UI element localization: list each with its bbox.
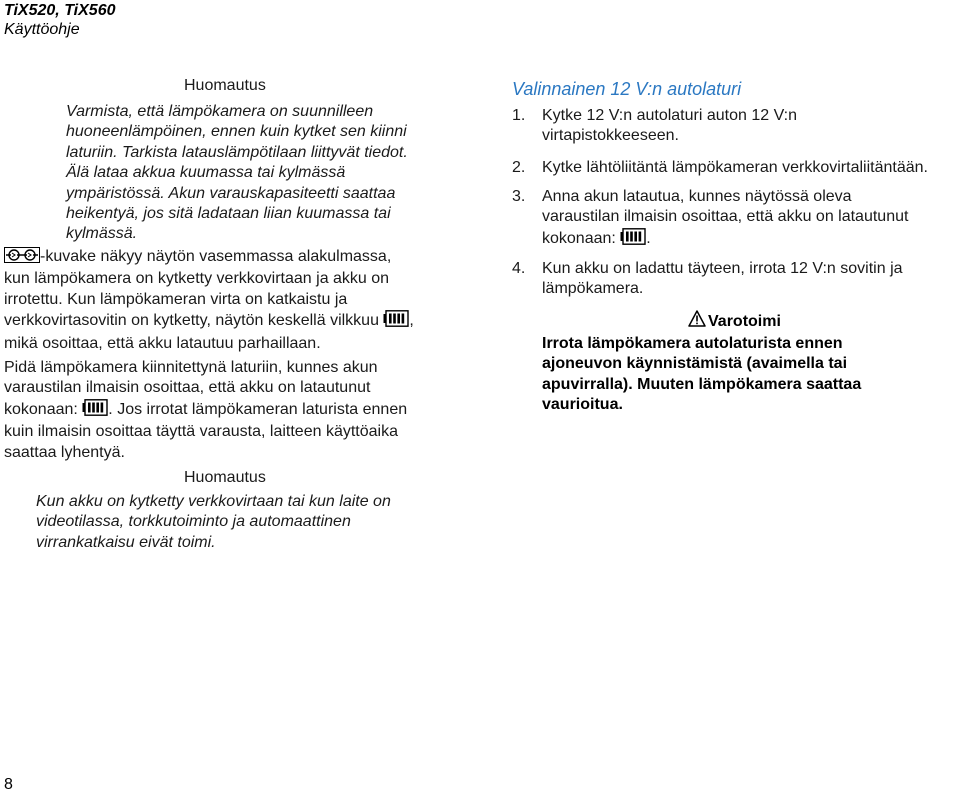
note1-line: heikentyä, jos sitä ladataan liian kuumassa tai xyxy=(66,205,391,223)
step-line: Anna akun latautua, kunnes näytössä oleva xyxy=(542,188,852,205)
caution-heading xyxy=(688,310,781,333)
caution-line: ajoneuvon käynnistämistä (avaimella tai xyxy=(542,355,848,373)
para-keep-charging xyxy=(4,358,464,463)
note2-line: Kun akku on kytketty verkkovirtaan tai kun laite on xyxy=(36,493,391,510)
step-line: Kytke lähtöliitäntä lämpökameran verkkovirtaliitäntään. xyxy=(542,159,928,176)
caution-heading-text: Varotoimi xyxy=(708,312,781,330)
step-number: 3. xyxy=(512,188,526,205)
note1-text xyxy=(66,102,466,245)
caution-line: vaurioitua. xyxy=(542,396,623,414)
caution-line: apuvirralla). Muuten lämpökamera saattaa xyxy=(542,375,862,393)
step-line: . xyxy=(646,229,651,247)
para1-line: kun lämpökamera on kytketty verkkovirtaan ja akku on xyxy=(4,270,390,288)
note2-line: videotilassa, torkkutoiminto ja automaattinen xyxy=(36,513,351,531)
note1-line: ympäristössä. Akun varauskapasiteetti saattaa xyxy=(66,184,396,202)
step-line: Kytke 12 V:n autolaturi auton 12 V:n xyxy=(542,107,797,124)
step-line: varaustilan ilmaisin osoittaa, että akku on latautunut xyxy=(542,208,909,226)
step-line: Kun akku on ladattu täyteen, irrota 12 V:n sovitin ja xyxy=(542,260,903,277)
step-line: virtapistokkeeseen. xyxy=(542,127,679,145)
para2-line: Pidä lämpökamera kiinnitettynä laturiin, kunnes akun xyxy=(4,359,378,376)
page-number: 8 xyxy=(4,776,13,793)
step-2 xyxy=(512,158,958,180)
battery-full-icon xyxy=(82,399,108,422)
step-4 xyxy=(512,259,958,301)
section-heading: Valinnainen 12 V:n autolaturi xyxy=(512,79,742,99)
note1-line: laturiin. Tarkista latauslämpötilaan liittyvät tiedot. xyxy=(66,143,408,161)
caution-line: Irrota lämpökamera autolaturista ennen xyxy=(542,335,843,352)
para1-line: -kuvake näkyy näytön vasemmassa alakulmassa, xyxy=(40,248,392,265)
battery-full-icon xyxy=(383,310,409,333)
note1-line: kylmässä. xyxy=(66,225,138,243)
battery-full-icon xyxy=(620,228,646,251)
note2-line: virrankatkaisu eivät toimi. xyxy=(36,533,216,551)
step-number: 2. xyxy=(512,159,526,176)
note1-line: Varmista, että lämpökamera on suunnilleen xyxy=(66,103,374,120)
step-1 xyxy=(512,106,958,148)
para1-line: irrotettu. Kun lämpökameran virta on katkaistu ja xyxy=(4,290,348,308)
step-line: lämpökamera. xyxy=(542,280,644,298)
para2-line: kokonaan: xyxy=(4,400,78,418)
para2-line: kuin ilmaisin osoittaa täyttä varausta, laitteen käyttöaika xyxy=(4,423,398,441)
ac-plug-icon xyxy=(4,247,40,269)
para1-line: mikä osoittaa, että akku latautuu parhaillaan. xyxy=(4,334,321,352)
note2-text xyxy=(36,492,456,553)
warning-triangle-icon xyxy=(688,310,706,333)
step-number: 4. xyxy=(512,260,526,277)
note1-line: huoneenlämpöinen, ennen kuin kytket sen kiinni xyxy=(66,123,407,141)
para1-line: verkkovirtasovitin on kytketty, näytön keskellä vilkkuu xyxy=(4,312,379,330)
header-title: TiX520, TiX560 xyxy=(4,2,116,19)
note1-heading: Huomautus xyxy=(184,77,266,94)
caution-text xyxy=(542,334,882,416)
step-3 xyxy=(512,187,958,251)
step-number: 1. xyxy=(512,107,526,124)
note1-line: Älä lataa akkua kuumassa tai kylmässä xyxy=(66,164,346,182)
para2-line: . Jos irrotat lämpökameran laturista ennen xyxy=(108,400,408,418)
para2-line: varaustilan ilmaisin osoittaa, että akku on latautunut xyxy=(4,379,371,397)
note2-heading: Huomautus xyxy=(184,469,266,486)
header-subtitle: Käyttöohje xyxy=(4,21,80,38)
para1-line: , xyxy=(409,312,414,330)
para-ac-indicator xyxy=(4,247,464,354)
step-line: kokonaan: xyxy=(542,229,616,247)
para2-line: saattaa lyhentyä. xyxy=(4,443,125,461)
